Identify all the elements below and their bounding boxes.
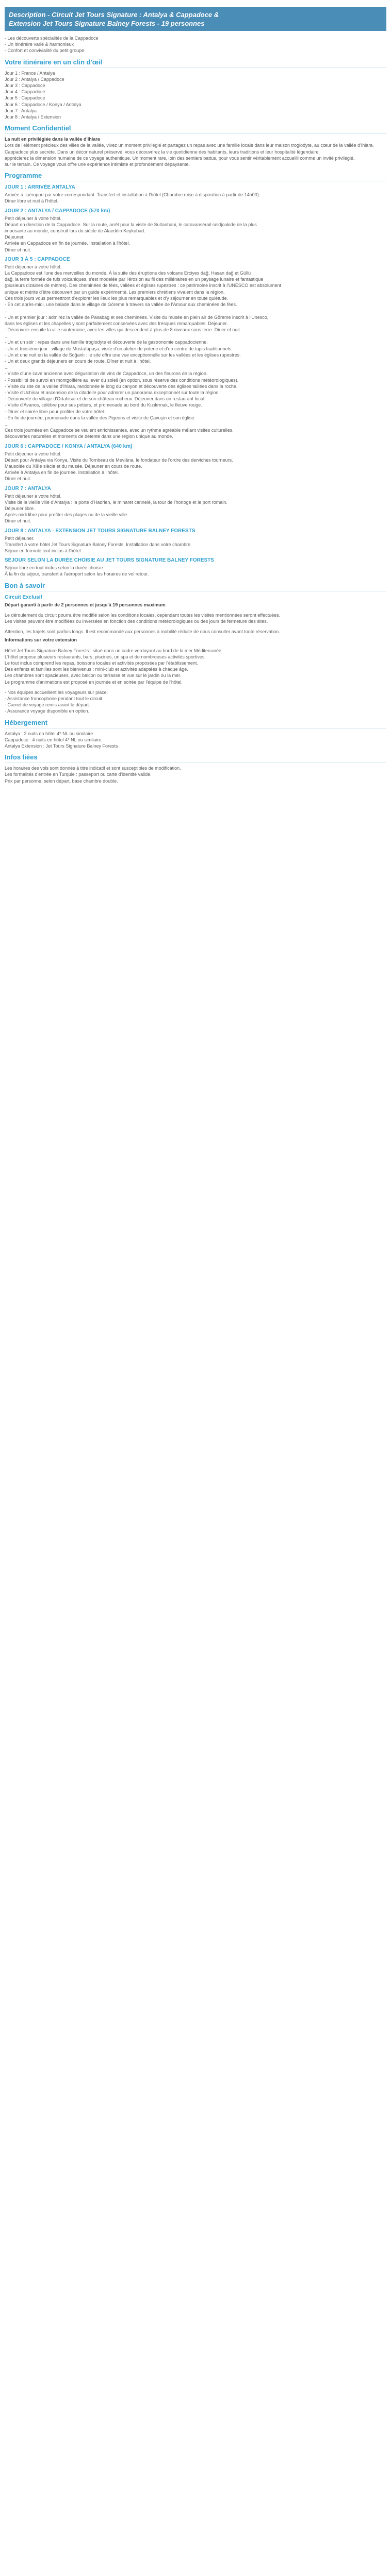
conseil-line: Le déroulement du circuit pourra être modifié selon les conditions locales, cependant toutes les visites mentionnées seront effectuées. (5, 612, 281, 618)
itinerary-item: Jour 4 : Cappadoce (5, 89, 45, 95)
day-line: imposante au monde, construit lors du siècle de Alaeddin Keykubad. (5, 228, 145, 234)
intro-line: - Un itinéraire varié & harmonieux (5, 42, 74, 47)
day-line: ... (5, 308, 9, 314)
day-line: - Visite d'Uchisar et ascension de la citadelle pour admirer un panorama exceptionnel sur toute la région. (5, 389, 220, 395)
programme-days (5, 184, 386, 577)
day-line: - Visite d'Avanos, célèbre pour ses potiers, et promenade au bord du Kızılırmak, le fleuve rouge. (5, 402, 202, 408)
moment-line: Cappadoce plus secrète. Dans un décor naturel préservé, vous découvrirez la vie quotidienne des habitants, leurs traditions et leur hospitalité légendaire, (5, 149, 320, 155)
conseil-line: Les visites peuvent être modifiées ou inversées en fonction des conditions météorologiques ou des jours de fermeture des sites. (5, 619, 268, 624)
page-header (5, 7, 386, 31)
day-line: Départ en direction de la Cappadoce. Sur la route, arrêt pour la visite de Sultanhani, le caravansérail seldjoukide de la plus (5, 222, 257, 227)
lettre-line: - Assistance francophone pendant tout le circuit. (5, 696, 104, 702)
itinerary-heading: Votre itinéraire en un clin d'œil (5, 58, 386, 68)
info-section (5, 753, 386, 784)
conseil-subtitle: Circuit Exclusif (5, 594, 42, 600)
day-line: Séjour en formule tout inclus à l'hôtel. (5, 548, 82, 553)
day-line: Petit déjeuner à votre hôtel. (5, 215, 62, 221)
programme-heading: Programme (5, 171, 386, 181)
day-line: - En fin de journée, promenade dans la vallée des Pigeons et visite de Çavuşin et son église. (5, 415, 196, 420)
day-line: Dîner et nuit. (5, 247, 31, 252)
day-line: - Un et une nuit en la vallée de Soğanlı : le site offre une vue exceptionnelle sur les vallées et les églises rupestres. (5, 352, 241, 358)
day-line: Arrivée à Antalya en fin de journée. Installation à l'hôtel. (5, 470, 119, 476)
itinerary-item: Jour 5 : Cappadoce (5, 95, 45, 101)
day-block (5, 528, 386, 554)
day-block (5, 184, 386, 204)
programme-section (5, 171, 386, 577)
day-title: JOUR 8 : ANTALYA - EXTENSION JET TOURS SIGNATURE BALNEY FORESTS (5, 528, 196, 534)
itinerary-section (5, 58, 386, 121)
day-line: Petit déjeuner à votre hôtel. (5, 264, 62, 269)
lettre-line: - Assurance voyage disponible en option. (5, 708, 90, 714)
day-line: Visite de la vieille ville d'Antalya : la porte d'Hadrien, le minaret cannelé, la tour de l'horloge et le port romain. (5, 499, 227, 505)
conseil-line: Attention, les trajets sont parfois longs. Il est recommandé aux personnes à mobilité réduite de nous consulter avant toute réservation. (5, 629, 280, 635)
day-line: Dîner et nuit. (5, 476, 31, 482)
day-line: dans les églises et les chapelles y sont parfaitement conservées avec des fresques remarquables. Déjeuner. (5, 320, 228, 326)
conseil-heading: Bon à savoir (5, 581, 386, 591)
itinerary-item: Jour 6 : Cappadoce / Konya / Antalya (5, 101, 82, 107)
day-line: Déjeuner libre. (5, 505, 35, 511)
informations-line: Les chambres sont spacieuses, avec balcon ou terrasse et vue sur le jardin ou la mer. (5, 673, 182, 679)
day-line: Dîner libre et nuit à l'hôtel. (5, 198, 59, 204)
hebergement-section (5, 718, 386, 750)
day-line: - Dîner et soirée libre pour profiter de votre hôtel. (5, 409, 105, 414)
day-line: dağ, la terre formée de tufs volcaniques, s'est modelée par l'érosion au fil des millénaires en un paysage lunaire et fantastique (5, 277, 264, 282)
day-title: JOUR 3 À 5 : CAPPADOCE (5, 256, 70, 262)
day-block (5, 557, 386, 577)
day-line: Ces trois jours vous permettront d'explorer les lieux les plus remarquables et d'y séjourner en toute quiétude. (5, 295, 229, 301)
day-line: Après-midi libre pour profiter des plages ou de la vieille ville. (5, 512, 128, 518)
day-line: (plusieurs dizaines de mètres). Des cheminées de fées, vallées et églises rupestres : ce patrimoine inscrit à l'UNESCO est absolument (5, 283, 281, 289)
moment-line: sur le terrain. Ce voyage vous offre une expérience intimiste et profondément dépaysante. (5, 162, 190, 167)
day-line: ... (5, 421, 9, 427)
page-title-line2: Extension Jet Tours Signature Balney Forests - 19 personnes (9, 20, 205, 27)
day-line: À la fin du séjour, transfert à l'aéroport selon les horaires de vol retour. (5, 571, 149, 577)
day-line: - Découverte du village d'Ortahisar et de son château rocheux. Déjeuner dans un restaurant local. (5, 396, 206, 402)
day-line: - Un et premier jour : admirez la vallée de Pasabag et ses cheminées. Visite du musée en plein air de Göreme inscrit à l'Unesco, (5, 314, 269, 320)
day-block (5, 208, 386, 253)
moment-heading: Moment Confidentiel (5, 124, 386, 134)
informations-line: Des enfants et familles sont les bienvenus : mini-club et activités adaptées à chaque âge. (5, 667, 188, 672)
lettre-line: - Carnet de voyage remis avant le départ. (5, 702, 90, 708)
day-line: - Un et un soir : repas dans une famille troglodyte et découverte de la gastronomie cappadocienne. (5, 340, 208, 345)
day-block (5, 485, 386, 524)
day-line: Transfert à votre hôtel Jet Tours Signature Balney Forests. Installation dans votre chambre. (5, 541, 192, 547)
day-line: découvertes naturelles et moments de détente dans une région unique au monde. (5, 434, 173, 439)
day-line: - Possibilité de survol en montgolfière au lever du soleil (en option, sous réserve des conditions météorologiques). (5, 377, 239, 383)
hebergement-line: Antalya : 2 nuits en hôtel 4* NL ou similaire (5, 731, 93, 736)
itinerary-item: Jour 3 : Cappadoce (5, 83, 45, 89)
day-title: SÉJOUR SELON LA DURÉE CHOISIE AU JET TOURS SIGNATURE BALNEY FORESTS (5, 557, 214, 564)
info-line: Prix par personne, selon départ, base chambre double. (5, 778, 118, 784)
hebergement-line: Antalya Extension : Jet Tours Signature Balney Forests (5, 743, 118, 749)
conseil-line: Départ garanti à partir de 2 personnes et jusqu'à 19 personnes maximum (5, 602, 166, 607)
day-line: unique et mérite d'être découvert par un guide expérimenté. Les premiers chrétiens vivaient dans la région. (5, 289, 225, 295)
day-line: Dîner et nuit. (5, 518, 31, 524)
day-line: Petit déjeuner à votre hôtel. (5, 451, 62, 456)
page-title-line1: Description - Circuit Jet Tours Signature : Antalya & Cappadoce & (9, 11, 219, 19)
day-line: Mausolée du XIIIe siècle et du musée. Déjeuner en cours de route. (5, 463, 142, 469)
info-line: Les formalités d'entrée en Turquie : passeport ou carte d'identité valide. (5, 772, 152, 777)
day-line: - Un et deux grands déjeuners en cours de route. Dîner et nuit à l'hôtel. (5, 358, 151, 364)
informations-line: Hôtel Jet Tours Signature Balney Forests : situé dans un cadre verdoyant au bord de la mer Méditerranée. (5, 648, 223, 653)
day-line: Arrivée en Cappadoce en fin de journée. Installation à l'hôtel. (5, 241, 130, 246)
day-title: JOUR 6 : CAPPADOCE / KONYA / ANTALYA (640 km) (5, 443, 133, 449)
informations-heading: Informations sur votre extension (5, 637, 77, 643)
info-heading: Infos liées (5, 753, 386, 763)
day-block (5, 443, 386, 482)
lettre-line: - Nos équipes accueillent les voyageurs sur place. (5, 689, 108, 695)
intro-line: - Les découverts spécialités de la Cappadoce (5, 36, 99, 41)
moment-section (5, 124, 386, 167)
day-line: ... (5, 365, 9, 370)
day-line: Petit déjeuner. (5, 535, 35, 541)
day-line: La Cappadoce est l'une des merveilles du monde. À la suite des éruptions des volcans Erciyes dağ, Hasan dağ et Güllü (5, 270, 251, 276)
day-line: Déjeuner. (5, 234, 25, 240)
hebergement-heading: Hébergement (5, 718, 386, 728)
conseil-section (5, 581, 386, 635)
day-title: JOUR 2 : ANTALYA / CAPPADOCE (570 km) (5, 208, 110, 214)
informations-line: L'hôtel propose plusieurs restaurants, bars, piscines, un spa et de nombreuses activités sportives. (5, 654, 206, 659)
day-title: JOUR 7 : ANTALYA (5, 485, 51, 492)
day-line: - Visite d'une cave ancienne avec dégustation de vins de Cappadoce, un des fleurons de la région. (5, 371, 208, 377)
day-line: - Visite du site de la vallée d'Ihlara, randonnée le long du canyon et découverte des églises taillées dans la roche. (5, 383, 238, 389)
day-line: Départ pour Antalya via Konya. Visite du Tombeau de Mevlâna, le fondateur de l'ordre des derviches tourneurs. (5, 457, 233, 463)
day-line: - En cet après-midi, une balade dans le village de Göreme à travers sa vallée de l'Amour aux cheminées de fées. (5, 302, 237, 308)
itinerary-item: Jour 2 : Antalya / Cappadoce (5, 76, 64, 82)
intro-line: - Confort et convivialité du petit groupe (5, 48, 85, 54)
day-line: Ces trois journées en Cappadoce se veulent enrichissantes, avec un rythme agréable mêlant visites culturelles, (5, 428, 234, 433)
moment-line: apprécierez la dimension humaine de ce voyage authentique. Un moment rare, loin des sentiers battus, pour vous sentir véritablement accueilli comme un invité privilégié. (5, 155, 355, 161)
day-line: - Un et troisième jour : village de Mustafapaşa, visite d'un atelier de poterie et d'un centre de tapis traditionnels. (5, 346, 233, 351)
day-line: Petit déjeuner à votre hôtel. (5, 493, 62, 499)
info-line: Les horaires des vols sont donnés à titre indicatif et sont susceptibles de modification. (5, 766, 181, 771)
informations-line: Le programme d'animations est proposé en journée et en soirée par l'équipe de l'hôtel. (5, 679, 183, 685)
moment-line: La nuit en privilégiée dans la vallée d'Ihlara (5, 137, 100, 142)
moment-line: Lors de l'élément précieux des villes de la vallée, vivez un moment privilégié et partagez un repas avec une famille locale dans leur maison troglodyte, au cœur de la vallée d'Ihlara. (5, 143, 374, 148)
day-line: - Découvrez ensuite la ville souterraine, avec les villes qui descendent à plus de 8 niveaux sous terre. Dîner et nuit. (5, 327, 241, 332)
day-line: Séjour libre en tout inclus selon la durée choisie. (5, 565, 105, 571)
informations-section (5, 637, 386, 714)
day-line: ... (5, 333, 9, 339)
itinerary-item: Jour 1 : France / Antalya (5, 70, 55, 76)
informations-line: Le tout inclus comprend les repas, boissons locales et activités proposées par l'établissement. (5, 660, 198, 666)
hebergement-line: Cappadoce : 4 nuits en hôtel 4* NL ou similaire (5, 737, 102, 742)
itinerary-item: Jour 8 : Antalya / Extension (5, 114, 61, 120)
day-block (5, 256, 386, 440)
intro-section (5, 35, 386, 54)
day-line: Arrivée à l'aéroport par votre correspondant. Transfert et installation à l'hôtel (Chambre mise à disposition à partir de 14h00). (5, 192, 260, 198)
day-title: JOUR 1 : ARRIVÉE ANTALYA (5, 184, 75, 191)
itinerary-item: Jour 7 : Antalya (5, 108, 37, 113)
